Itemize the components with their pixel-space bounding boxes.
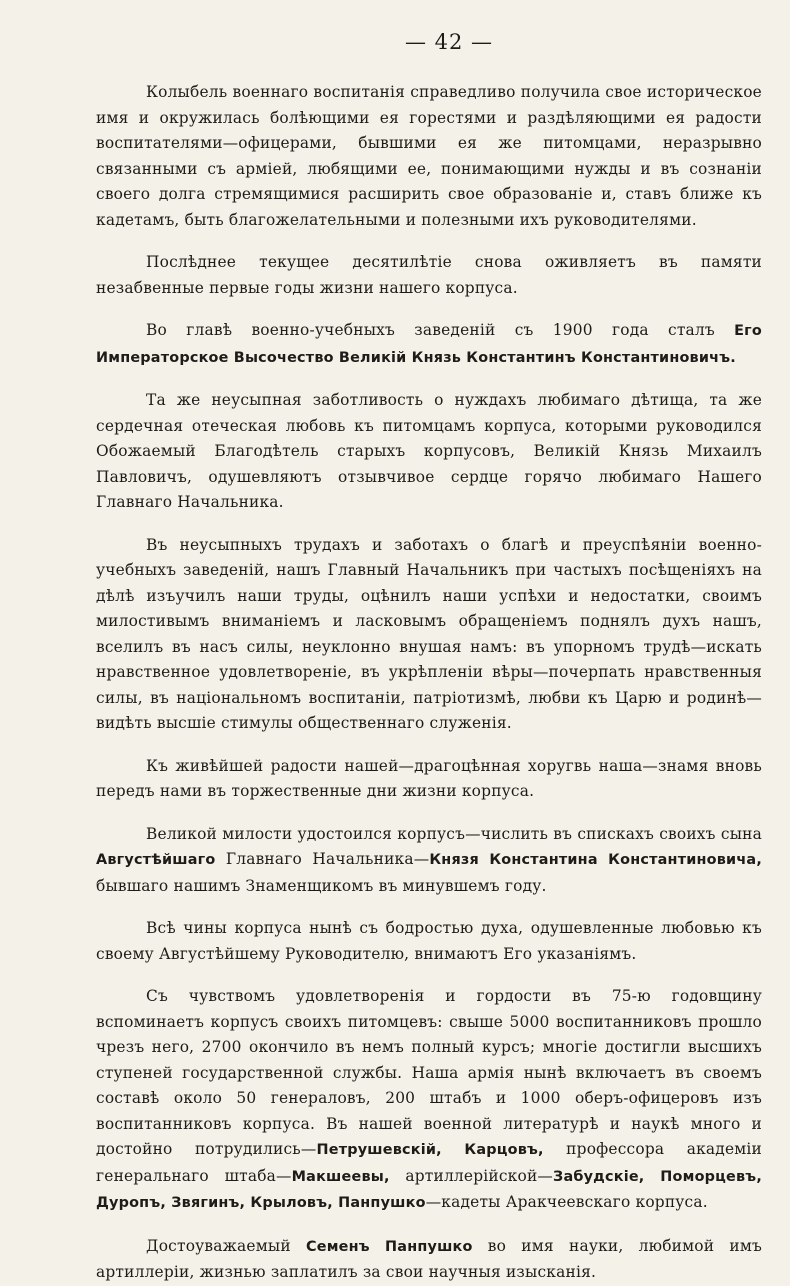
text-run: артиллерійской— (389, 1166, 554, 1185)
text-run: Въ неусыпныхъ трудахъ и заботахъ о благѣ и преуспѣяніи военно-учебныхъ заведеній, нашъ Главный Начальникъ при частыхъ посѣщеніяхъ на дѣлѣ изъучилъ наши труды, оцѣнилъ наши успѣхи и недостатки, своимъ милостивымъ вниманіемъ и ласковымъ обращеніемъ поднялъ духъ нашъ, вселилъ въ насъ силы, неуклонно внушая намъ: въ упорномъ трудѣ—искать нравственное удовлетвореніе, въ укрѣпленіи вѣры—почерпать нравственныя силы, въ національномъ воспитаніи, патріотизмѣ, любви къ Царю и родинѣ—видѣть высшіе стимулы общественнаго служенія. (96, 535, 762, 732)
paragraph (96, 388, 762, 516)
emphasized-text: Семенъ Панпушко (305, 1238, 473, 1255)
text-run: Та же неусыпная заботливость о нуждахъ любимаго дѣтища, та же сердечная отеческая любовь къ питомцамъ корпуса, которыми руководился Обожаемый Благодѣтель старыхъ корпусовъ, Великій Князь Михаилъ Павловичъ, одушевляютъ отзывчивое сердце горячо любимаго Нашего Главнаго Начальника. (96, 391, 762, 511)
emphasized-text: Забудскіе, Поморцевъ, Дуропъ, Звягинъ, Крыловъ, Панпушко (96, 1168, 762, 1211)
emphasized-text: Августѣйшаго (96, 852, 216, 868)
emphasized-text: Петрушевскій, Карцовъ, (316, 1142, 544, 1158)
paragraph (96, 318, 762, 371)
text-run: Великой милости удостоился корпусъ—числить въ спискахъ своихъ сына (146, 824, 762, 843)
text-run: бывшаго нашимъ Знаменщикомъ въ минувшемъ году. (96, 876, 547, 895)
text-run: Съ чувствомъ удовлетворенія и гордости въ 75-ю годовщину вспоминаетъ корпусъ своихъ питомцевъ: свыше 5000 воспитанниковъ прошло чрезъ него, 2700 окончило въ немъ полный курсъ; многіе достигли высшихъ ступеней государственной службы. Наша армія нынѣ включаетъ въ своемъ составѣ около 50 генераловъ, 200 штабъ и 1000 оберъ-офицеровъ изъ воспитанниковъ корпуса. Въ нашей военной литературѣ и наукѣ много и достойно потрудились— (96, 987, 762, 1158)
page-number: — 42 — (404, 30, 494, 54)
text-run: Всѣ чины корпуса нынѣ съ бодростью духа, одушевленные любовью къ своему Августѣйшему Руководителю, внимаютъ Его указаніямъ. (96, 919, 762, 963)
text-run: во имя науки, любимой имъ артиллеріи, жизнью заплатилъ за свои научныя изысканія. (96, 1236, 762, 1281)
text-run: Главнаго Начальника— (215, 850, 430, 868)
paragraph (96, 250, 762, 301)
text-run: Колыбель военнаго воспитанія справедливо получила свое историческое имя и окружилась болѣющими ея горестями и раздѣляющими ея радости воспитателями—офицерами, бывшими ея же питомцами, неразрывно связанными съ арміей, любящими ее, понимающими нужды и въ сознаніи своего долга стремящимися расширить свое образованіе и, ставъ ближе къ кадетамъ, быть благожелательными и полезными ихъ руководителями. (96, 83, 762, 229)
text-run: Къ живѣйшей радости нашей—драгоцѣнная хоругвь наша—знамя вновь передъ нами въ торжественные дни жизни корпуса. (96, 756, 762, 800)
text-run: Во главѣ военно-учебныхъ заведеній съ 1900 года сталъ (146, 321, 735, 339)
text-run: Достоуважаемый (146, 1236, 306, 1255)
paragraph (96, 916, 762, 967)
paragraph (96, 822, 762, 900)
paragraph (96, 533, 762, 737)
emphasized-text: Его Императорское Высочество Великій Князь Константинъ Константиновичъ. (96, 323, 762, 366)
emphasized-text: Князя Константина Константиновича, (429, 852, 762, 868)
text-run: —кадеты Аракчеевскаго корпуса. (425, 1193, 708, 1211)
paragraph (96, 984, 762, 1217)
paragraph (96, 1234, 762, 1286)
paragraph (96, 754, 762, 805)
emphasized-text: Макшеевы, (291, 1168, 390, 1185)
paragraph (96, 80, 762, 233)
text-run: профессора академіи генеральнаго штаба— (96, 1140, 763, 1185)
document-body (96, 80, 762, 1286)
text-run: Послѣднее текущее десятилѣтіе снова оживляетъ въ памяти незабвенные первые годы жизни нашего корпуса. (96, 253, 762, 297)
